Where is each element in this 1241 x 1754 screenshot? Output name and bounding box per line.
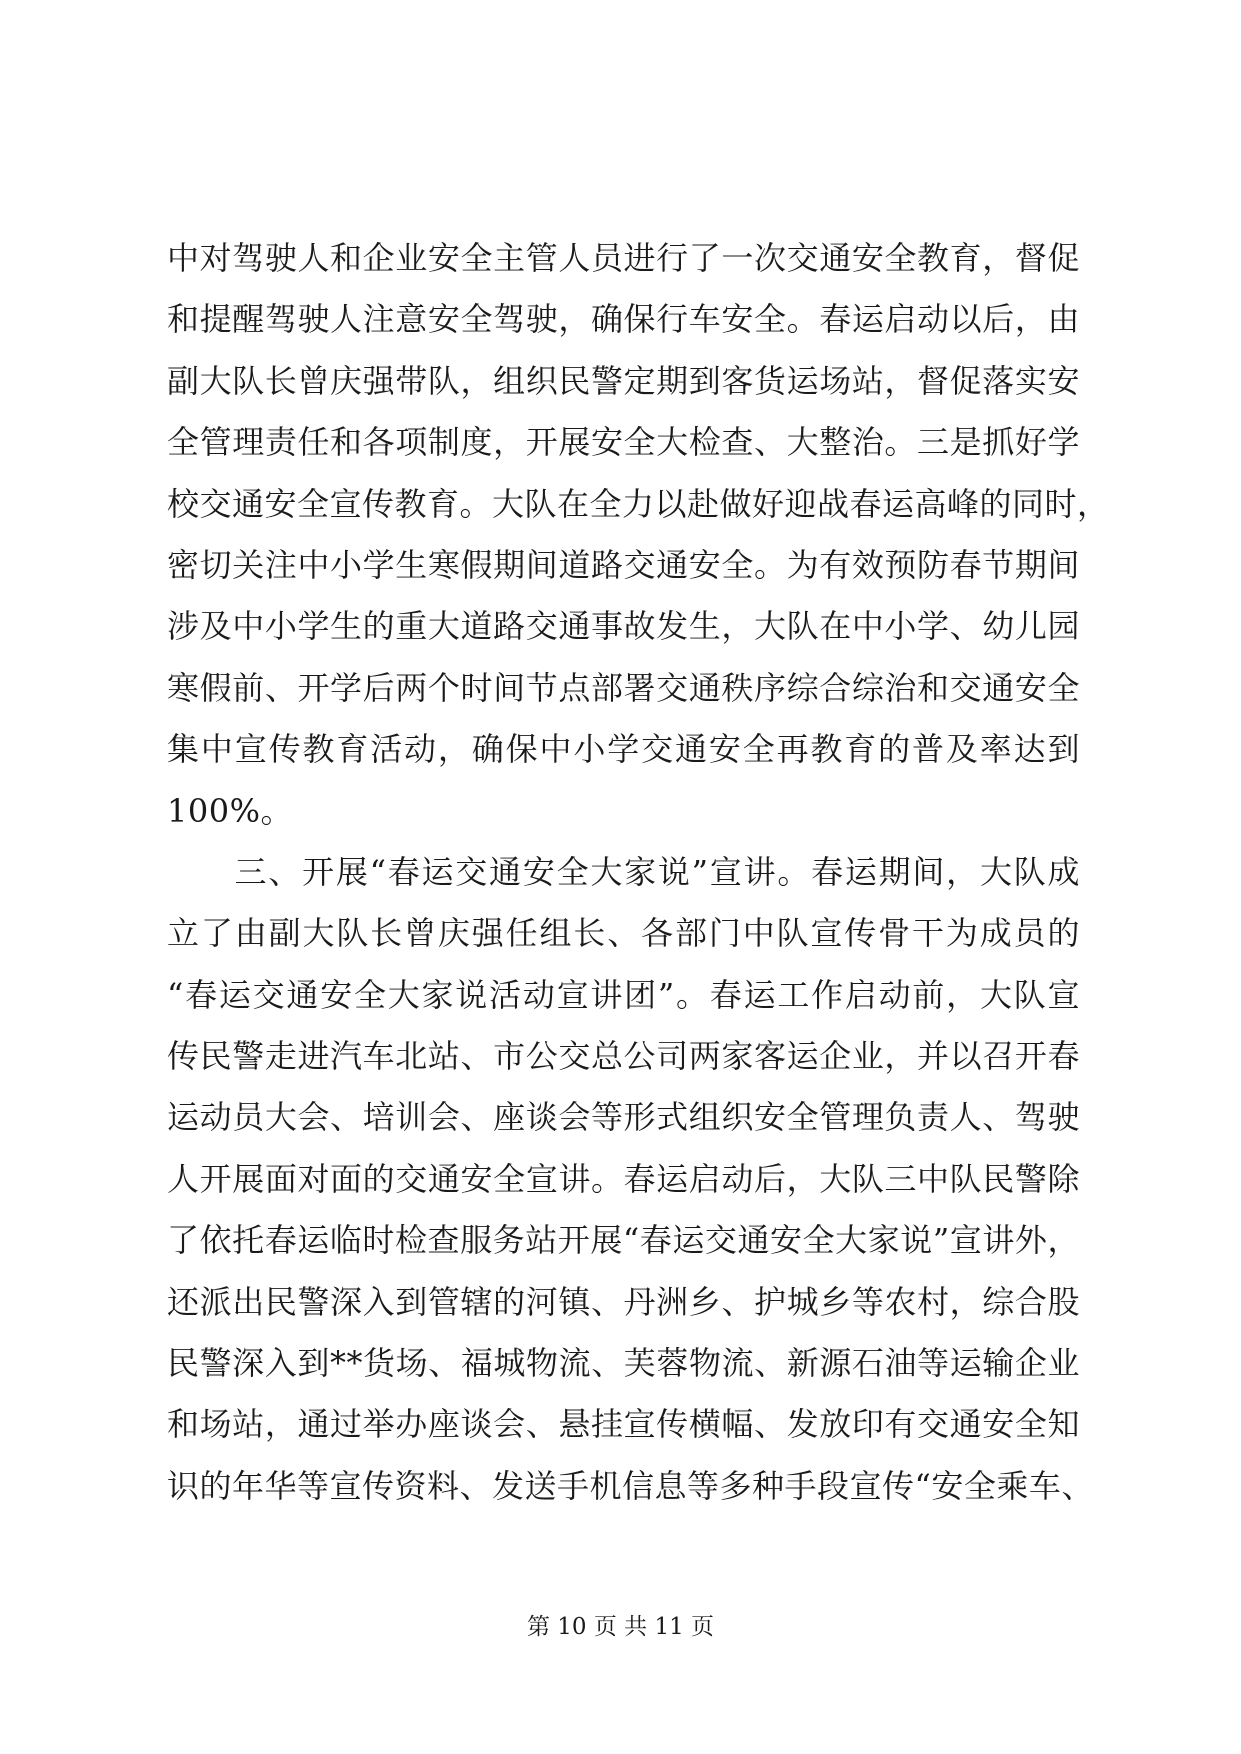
text-line: 密切关注中小学生寒假期间道路交通安全。为有效预防春节期间 [167, 545, 1080, 584]
text-line: 100%。 [167, 791, 293, 830]
text-line: 涉及中小学生的重大道路交通事故发生，大队在中小学、幼儿园 [167, 607, 1080, 646]
text-line: 全管理责任和各项制度，开展安全大检查、大整治。三是抓好学 [167, 423, 1080, 462]
body-text [167, 228, 1110, 1517]
text-line: 运动员大会、培训会、座谈会等形式组织安全管理负责人、驾驶 [167, 1098, 1080, 1137]
text-line: 校交通安全宣传教育。大队在全力以赴做好迎战春运高峰的同时， [167, 484, 1110, 523]
text-line: 副大队长曾庆强带队，组织民警定期到客货运场站，督促落实安 [167, 361, 1080, 400]
text-line: 和提醒驾驶人注意安全驾驶，确保行车安全。春运启动以后，由 [167, 300, 1080, 339]
text-line: 寒假前、开学后两个时间节点部署交通秩序综合综治和交通安全 [167, 668, 1080, 707]
text-line: 传民警走进汽车北站、市公交总公司两家客运企业，并以召开春 [167, 1037, 1080, 1076]
text-line: 识的年华等宣传资料、发送手机信息等多种手段宣传“安全乘车、 [167, 1466, 1094, 1505]
text-line: 中对驾驶人和企业安全主管人员进行了一次交通安全教育，督促 [167, 239, 1080, 277]
text-line: 和场站，通过举办座谈会、悬挂宣传横幅、发放印有交通安全知 [167, 1405, 1080, 1444]
text-line: 集中宣传教育活动，确保中小学交通安全再教育的普及率达到 [167, 730, 1080, 769]
text-line: 人开展面对面的交通安全宣讲。春运启动后，大队三中队民警除 [167, 1159, 1080, 1198]
text-line: 了依托春运临时检查服务站开展“春运交通安全大家说”宣讲外， [167, 1221, 1080, 1260]
text-line: 立了由副大队长曾庆强任组长、各部门中队宣传骨干为成员的 [167, 914, 1080, 953]
text-line: 民警深入到**货场、福城物流、芙蓉物流、新源石油等运输企业 [167, 1344, 1080, 1383]
text-line: “春运交通安全大家说活动宣讲团”。春运工作启动前，大队宣 [167, 975, 1080, 1014]
page-number-footer: 第 10 页 共 11 页 [526, 1614, 715, 1640]
text-line: 还派出民警深入到管辖的河镇、丹洲乡、护城乡等农村，综合股 [167, 1282, 1080, 1321]
text-line: 三、开展“春运交通安全大家说”宣讲。春运期间，大队成 [167, 852, 1080, 891]
